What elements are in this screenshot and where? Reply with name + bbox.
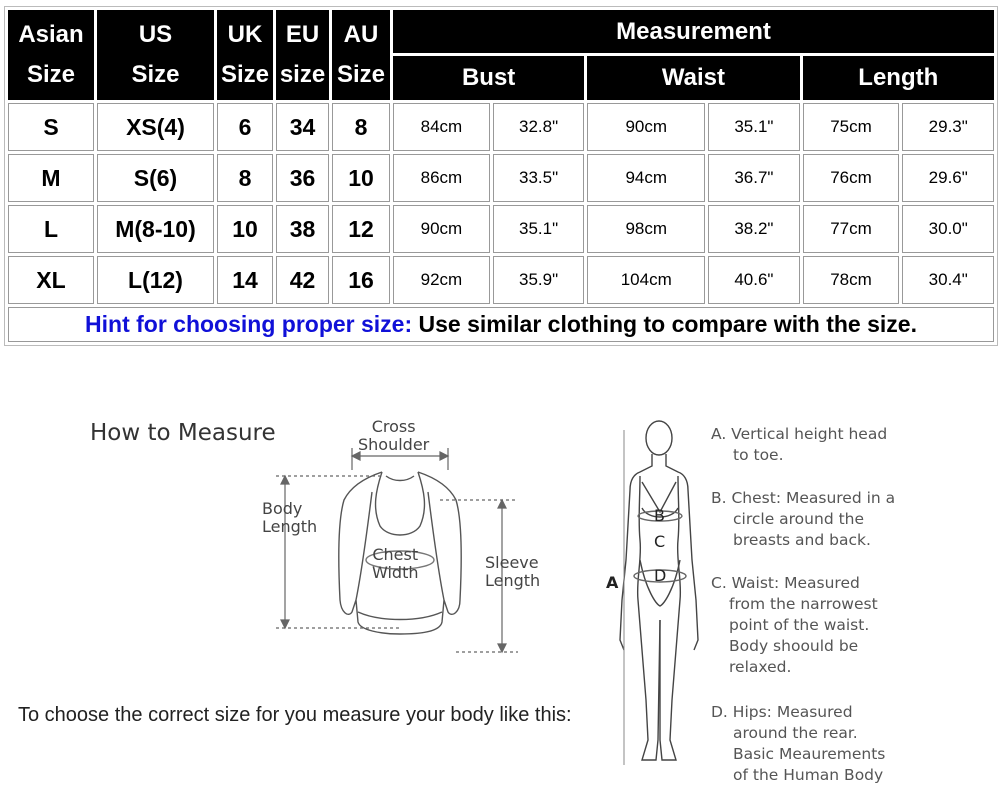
- chest-width-label: [372, 546, 418, 582]
- note-a: [711, 424, 887, 466]
- header-measurement: Measurement: [393, 10, 994, 53]
- chest-width-line1: Chest: [372, 545, 419, 564]
- length-in-cell: 30.0": [902, 205, 994, 253]
- waist-cm-cell: 104cm: [587, 256, 705, 304]
- human-body-figure: [620, 421, 698, 765]
- note-d-line4: of the Human Body: [733, 766, 884, 784]
- asian-size-cell: XL: [8, 256, 94, 304]
- note-b: [711, 488, 895, 551]
- instruction-text: To choose the correct size for you measure your body like this:: [18, 704, 572, 726]
- point-c-label: C: [654, 532, 666, 551]
- eu-size-cell: 38: [276, 205, 329, 253]
- header-length: Length: [803, 56, 994, 100]
- chest-width-line2: Width: [372, 563, 419, 582]
- hint-label: Hint for choosing proper size:: [85, 311, 413, 337]
- header-uk-line1: UK: [227, 21, 263, 48]
- bust-cm-cell: 84cm: [393, 103, 490, 151]
- length-cm-cell: 76cm: [803, 154, 900, 202]
- au-size-cell: 16: [332, 256, 390, 304]
- uk-size-cell: 6: [217, 103, 273, 151]
- note-b-line2: circle around the: [733, 510, 865, 528]
- point-a-label: A: [606, 573, 619, 592]
- waist-cm-cell: 98cm: [587, 205, 705, 253]
- bust-in-cell: 35.1": [493, 205, 584, 253]
- eu-size-cell: 36: [276, 154, 329, 202]
- bust-cm-cell: 92cm: [393, 256, 490, 304]
- header-au-line1: AU: [343, 21, 379, 48]
- point-b-label: B: [654, 506, 665, 525]
- us-size-cell: M(8-10): [97, 205, 214, 253]
- body-length-line1: Body: [262, 499, 303, 518]
- asian-size-cell: L: [8, 205, 94, 253]
- au-size-cell: 8: [332, 103, 390, 151]
- header-eu-line2: size: [279, 61, 326, 88]
- eu-size-cell: 42: [276, 256, 329, 304]
- cross-shoulder-line1: Cross: [371, 417, 416, 436]
- cross-shoulder-label: [358, 418, 429, 454]
- header-us-line2: Size: [131, 61, 180, 88]
- note-c: [711, 573, 878, 678]
- length-in-cell: 29.6": [902, 154, 994, 202]
- sleeve-length-line1: Sleeve: [485, 553, 539, 572]
- uk-size-cell: 8: [217, 154, 273, 202]
- note-d-line3: Basic Meaurements: [733, 745, 886, 763]
- eu-size-cell: 34: [276, 103, 329, 151]
- bust-cm-cell: 86cm: [393, 154, 490, 202]
- bust-in-cell: 33.5": [493, 154, 584, 202]
- note-d-line2: around the rear.: [733, 724, 858, 742]
- waist-cm-cell: 90cm: [587, 103, 705, 151]
- note-c-line2: from the narrowest: [729, 595, 878, 613]
- note-d: [711, 702, 885, 786]
- length-in-cell: 30.4": [902, 256, 994, 304]
- note-c-line3: point of the waist.: [729, 616, 870, 634]
- bust-cm-cell: 90cm: [393, 205, 490, 253]
- us-size-cell: XS(4): [97, 103, 214, 151]
- how-to-measure-title: How to Measure: [90, 420, 276, 446]
- header-waist: Waist: [587, 56, 799, 100]
- note-d-line1: D. Hips: Measured: [711, 703, 853, 721]
- note-c-line5: relaxed.: [729, 658, 792, 676]
- us-size-cell: S(6): [97, 154, 214, 202]
- header-au-line2: Size: [336, 61, 386, 88]
- length-in-cell: 29.3": [902, 103, 994, 151]
- uk-size-cell: 14: [217, 256, 273, 304]
- us-size-cell: L(12): [97, 256, 214, 304]
- header-asian-line1: Asian: [18, 21, 84, 48]
- header-bust: Bust: [393, 56, 584, 100]
- header-asian-line2: Size: [26, 61, 76, 88]
- body-length-line2: Length: [262, 517, 318, 536]
- note-a-line1: A. Vertical height head: [711, 425, 888, 443]
- point-d-label: D: [654, 566, 667, 585]
- header-us-line1: US: [138, 21, 173, 48]
- note-c-line1: C. Waist: Measured: [711, 574, 860, 592]
- sleeve-length-label: [485, 554, 540, 590]
- length-cm-cell: 78cm: [803, 256, 900, 304]
- asian-size-cell: S: [8, 103, 94, 151]
- bust-in-cell: 35.9": [493, 256, 584, 304]
- au-size-cell: 10: [332, 154, 390, 202]
- au-size-cell: 12: [332, 205, 390, 253]
- note-a-line2: to toe.: [733, 446, 784, 464]
- length-cm-cell: 75cm: [803, 103, 900, 151]
- length-cm-cell: 77cm: [803, 205, 900, 253]
- bust-in-cell: 32.8": [493, 103, 584, 151]
- waist-in-cell: 38.2": [708, 205, 799, 253]
- note-c-line4: Body shoould be: [729, 637, 859, 655]
- uk-size-cell: 10: [217, 205, 273, 253]
- body-length-label: [262, 500, 317, 536]
- note-b-line1: B. Chest: Measured in a: [711, 489, 896, 507]
- waist-in-cell: 40.6": [708, 256, 799, 304]
- sleeve-length-line2: Length: [485, 571, 541, 590]
- header-uk-line2: Size: [220, 61, 270, 88]
- hint-text: Use similar clothing to compare with the size.: [412, 311, 917, 337]
- header-eu-line1: EU: [285, 21, 320, 48]
- cross-shoulder-line2: Shoulder: [358, 435, 430, 454]
- asian-size-cell: M: [8, 154, 94, 202]
- waist-in-cell: 35.1": [708, 103, 799, 151]
- waist-in-cell: 36.7": [708, 154, 799, 202]
- note-b-line3: breasts and back.: [733, 531, 871, 549]
- waist-cm-cell: 94cm: [587, 154, 705, 202]
